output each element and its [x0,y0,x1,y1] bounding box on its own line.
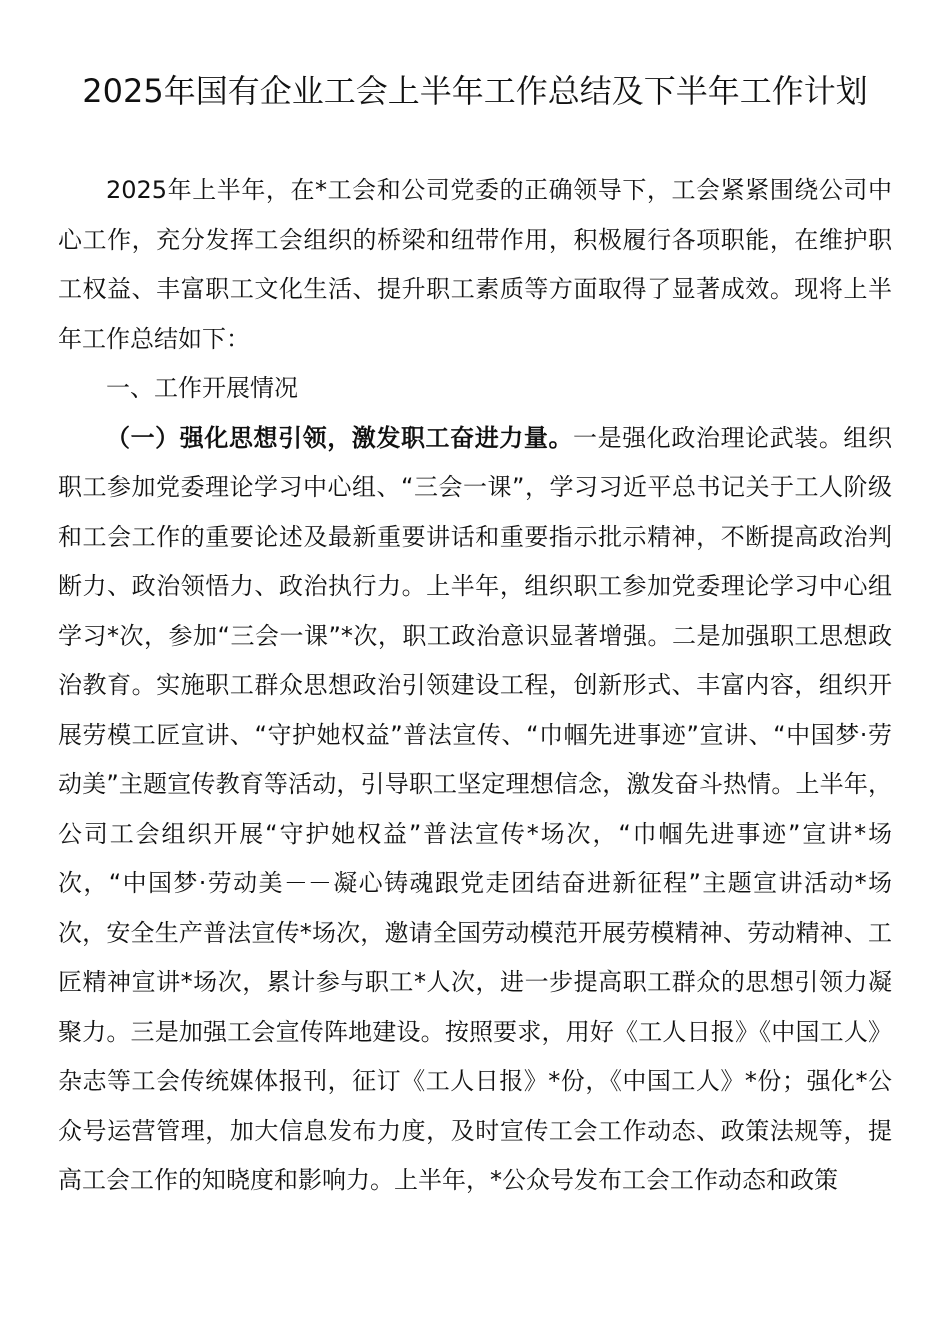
subsection-paragraph-text: 一是强化政治理论武装。组织职工参加党委理论学习中心组、“三会一课”，学习习近平总书记关于工人阶级和工会工作的重要论述及最新重要讲话和重要指示批示精神，不断提高政治判断力、政治领悟力、政治执行力。上半年，组织职工参加党委理论学习中心组学习*次，参加“三会一课”*次，职工政治意识显著增强。二是加强职工思想政治教育。实施职工群众思想政治引领建设工程，创新形式、丰富内容，组织开展劳模工匠宣讲、“守护她权益”普法宣传、“巾帼先进事迹”宣讲、“中国梦·劳动美”主题宣传教育等活动，引导职工坚定理想信念，激发奋斗热情。上半年，公司工会组织开展“守护她权益”普法宣传*场次，“巾帼先进事迹”宣讲*场次，“中国梦·劳动美－－凝心铸魂跟党走团结奋进新征程”主题宣讲活动*场次，安全生产普法宣传*场次，邀请全国劳动模范开展劳模精神、劳动精神、工匠精神宣讲*场次，累计参与职工*人次，进一步提高职工群众的思想引领力凝聚力。三是加强工会宣传阵地建设。按照要求，用好《工人日报》《中国工人》杂志等工会传统媒体报刊，征订《工人日报》*份，《中国工人》*份；强化*公众号运营管理，加大信息发布力度，及时宣传工会工作动态、政策法规等，提高工会工作的知晓度和影响力。上半年，*公众号发布工会工作动态和政策 [58,423,892,1194]
subsection-heading: （一）强化思想引领，激发职工奋进力量。 [106,423,574,452]
subsection-paragraph-ideological-guidance [58,414,892,1206]
intro-paragraph [58,166,892,364]
section-heading-work-status [58,364,892,414]
document-body [58,166,892,1206]
section-heading-text: 一、工作开展情况 [106,374,298,402]
document-title: 2025年国有企业工会上半年工作总结及下半年工作计划 [82,72,868,110]
intro-paragraph-text: 2025年上半年，在*工会和公司党委的正确领导下，工会紧紧围绕公司中心工作，充分发挥工会组织的桥梁和纽带作用，积极履行各项职能，在维护职工权益、丰富职工文化生活、提升职工素质等方面取得了显著成效。现将上半年工作总结如下： [58,176,892,353]
